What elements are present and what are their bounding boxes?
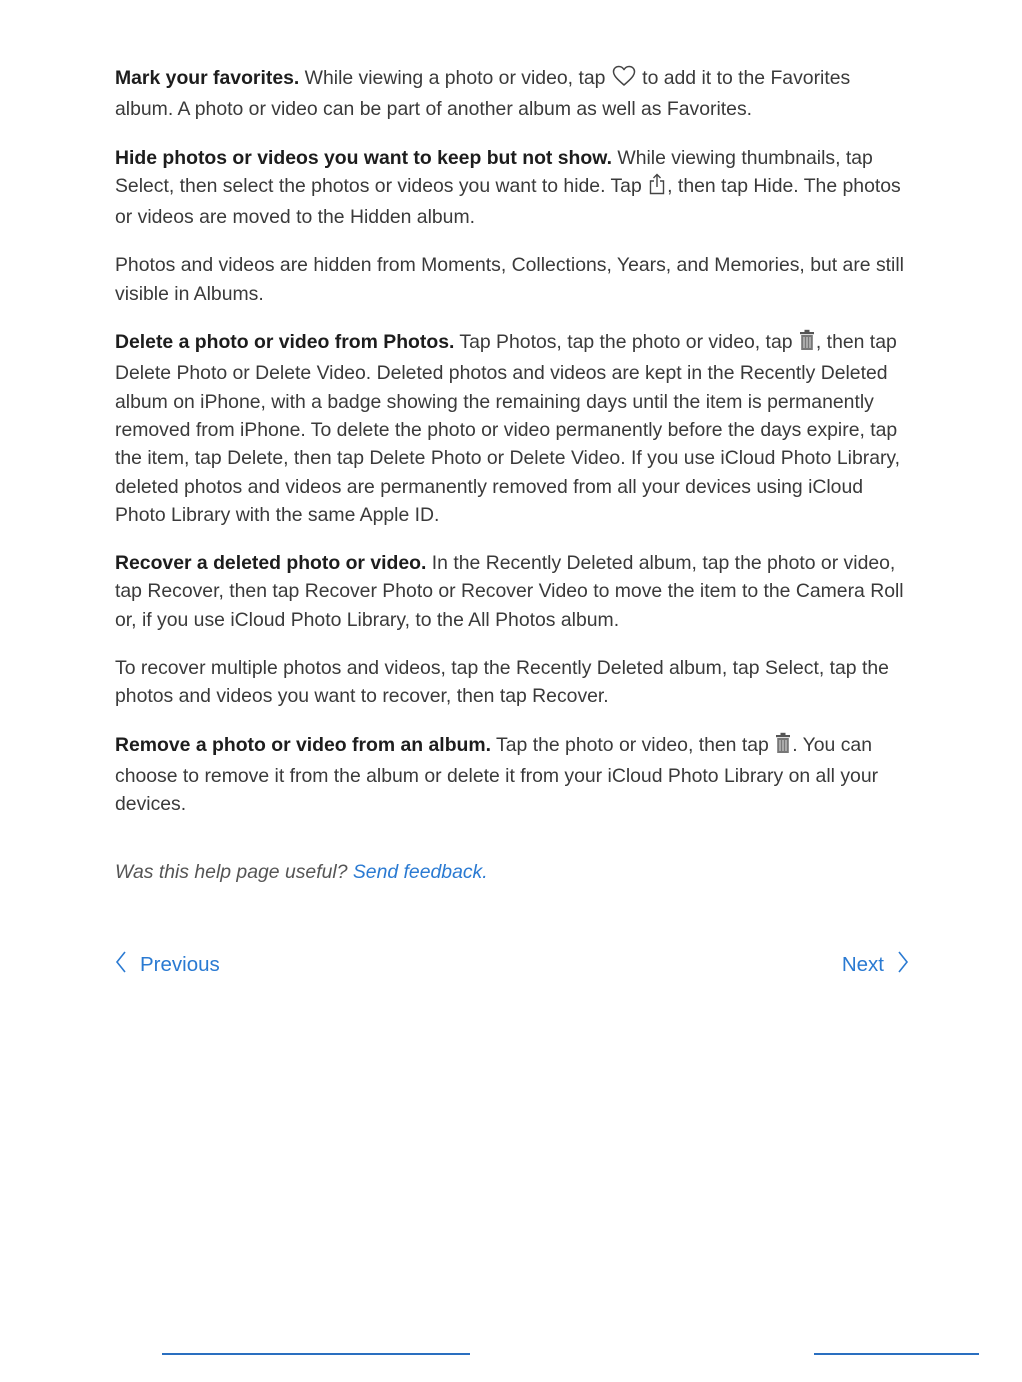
paragraph-heading: Recover a deleted photo or video. [115, 552, 427, 575]
paragraph-recover-multiple [115, 654, 910, 711]
paragraph-text: To recover multiple photos and videos, tap the Recently Deleted album, tap Select, tap the photos and videos you want to recover, then tap Recover. [115, 657, 889, 708]
chevron-left-icon [115, 950, 127, 980]
paragraph-delete-photo [115, 328, 910, 529]
paragraph-text: . You can choose to remove it from the album or delete it from your iCloud Photo Library on all your devices. [115, 733, 879, 816]
paragraph-mark-favorites [115, 64, 910, 124]
paragraph-text: Tap the photo or video, then tap [491, 733, 775, 756]
send-feedback-link[interactable]: Send feedback. [352, 861, 488, 883]
paragraph-text: , then tap Delete Photo or Delete Video. Deleted photos and videos are kept in the Recently Deleted album on iPhone, with a badge showing the remaining days until the item is permanently removed from iPhone. To delete the photo or video permanently before the days expire, tap the item, tap Delete, then tap Delete Photo or Delete Video. If you use iCloud Photo Library, deleted photos and videos are permanently removed from all your devices using iCloud Photo Library with the same Apple ID. [115, 331, 901, 526]
paragraph-hide-photos [115, 144, 910, 232]
trash-icon [799, 329, 815, 359]
paragraph-text: Tap Photos, tap the photo or video, tap [454, 331, 798, 354]
footer-rule-left [162, 1353, 470, 1355]
previous-link[interactable] [115, 950, 220, 980]
previous-label: Previous [140, 953, 220, 976]
paragraph-heading: Mark your favorites. [115, 67, 300, 89]
paragraph-text: , then tap Hide. The photos or videos are moved to the Hidden album. [115, 174, 901, 229]
trash-icon [775, 732, 791, 762]
paragraph-hidden-note [115, 251, 910, 308]
paragraph-recover-photo [115, 549, 910, 634]
paragraph-heading: Remove a photo or video from an album. [115, 733, 492, 756]
next-link[interactable] [842, 950, 909, 980]
help-article [115, 64, 910, 839]
footer-rule-right [814, 1353, 979, 1355]
paragraph-text: While viewing thumbnails, tap Select, then select the photos or videos you want to hide. Tap [115, 146, 873, 197]
paragraph-text: Photos and videos are hidden from Moments, Collections, Years, and Memories, but are still visible in Albums. [115, 254, 904, 305]
heart-icon [612, 65, 636, 95]
paragraph-heading: Hide photos or videos you want to keep but not show. [115, 146, 612, 169]
feedback-prompt [115, 861, 488, 884]
paragraph-heading: Delete a photo or video from Photos. [115, 331, 455, 354]
paragraph-text: In the Recently Deleted album, tap the photo or video, tap Recover, then tap Recover Photo or Recover Video to move the item to the Camera Roll or, if you use iCloud Photo Library, to the All Photos album. [115, 552, 904, 631]
feedback-question: Was this help page useful? [115, 861, 348, 883]
chevron-right-icon [897, 950, 909, 980]
paragraph-text: to add it to the Favorites album. A photo or video can be part of another album as well as Favorites. [115, 67, 851, 121]
paragraph-text: While viewing a photo or video, tap [299, 67, 611, 89]
paragraph-remove-from-album [115, 731, 910, 819]
share-icon [648, 173, 666, 203]
next-label: Next [841, 953, 884, 976]
